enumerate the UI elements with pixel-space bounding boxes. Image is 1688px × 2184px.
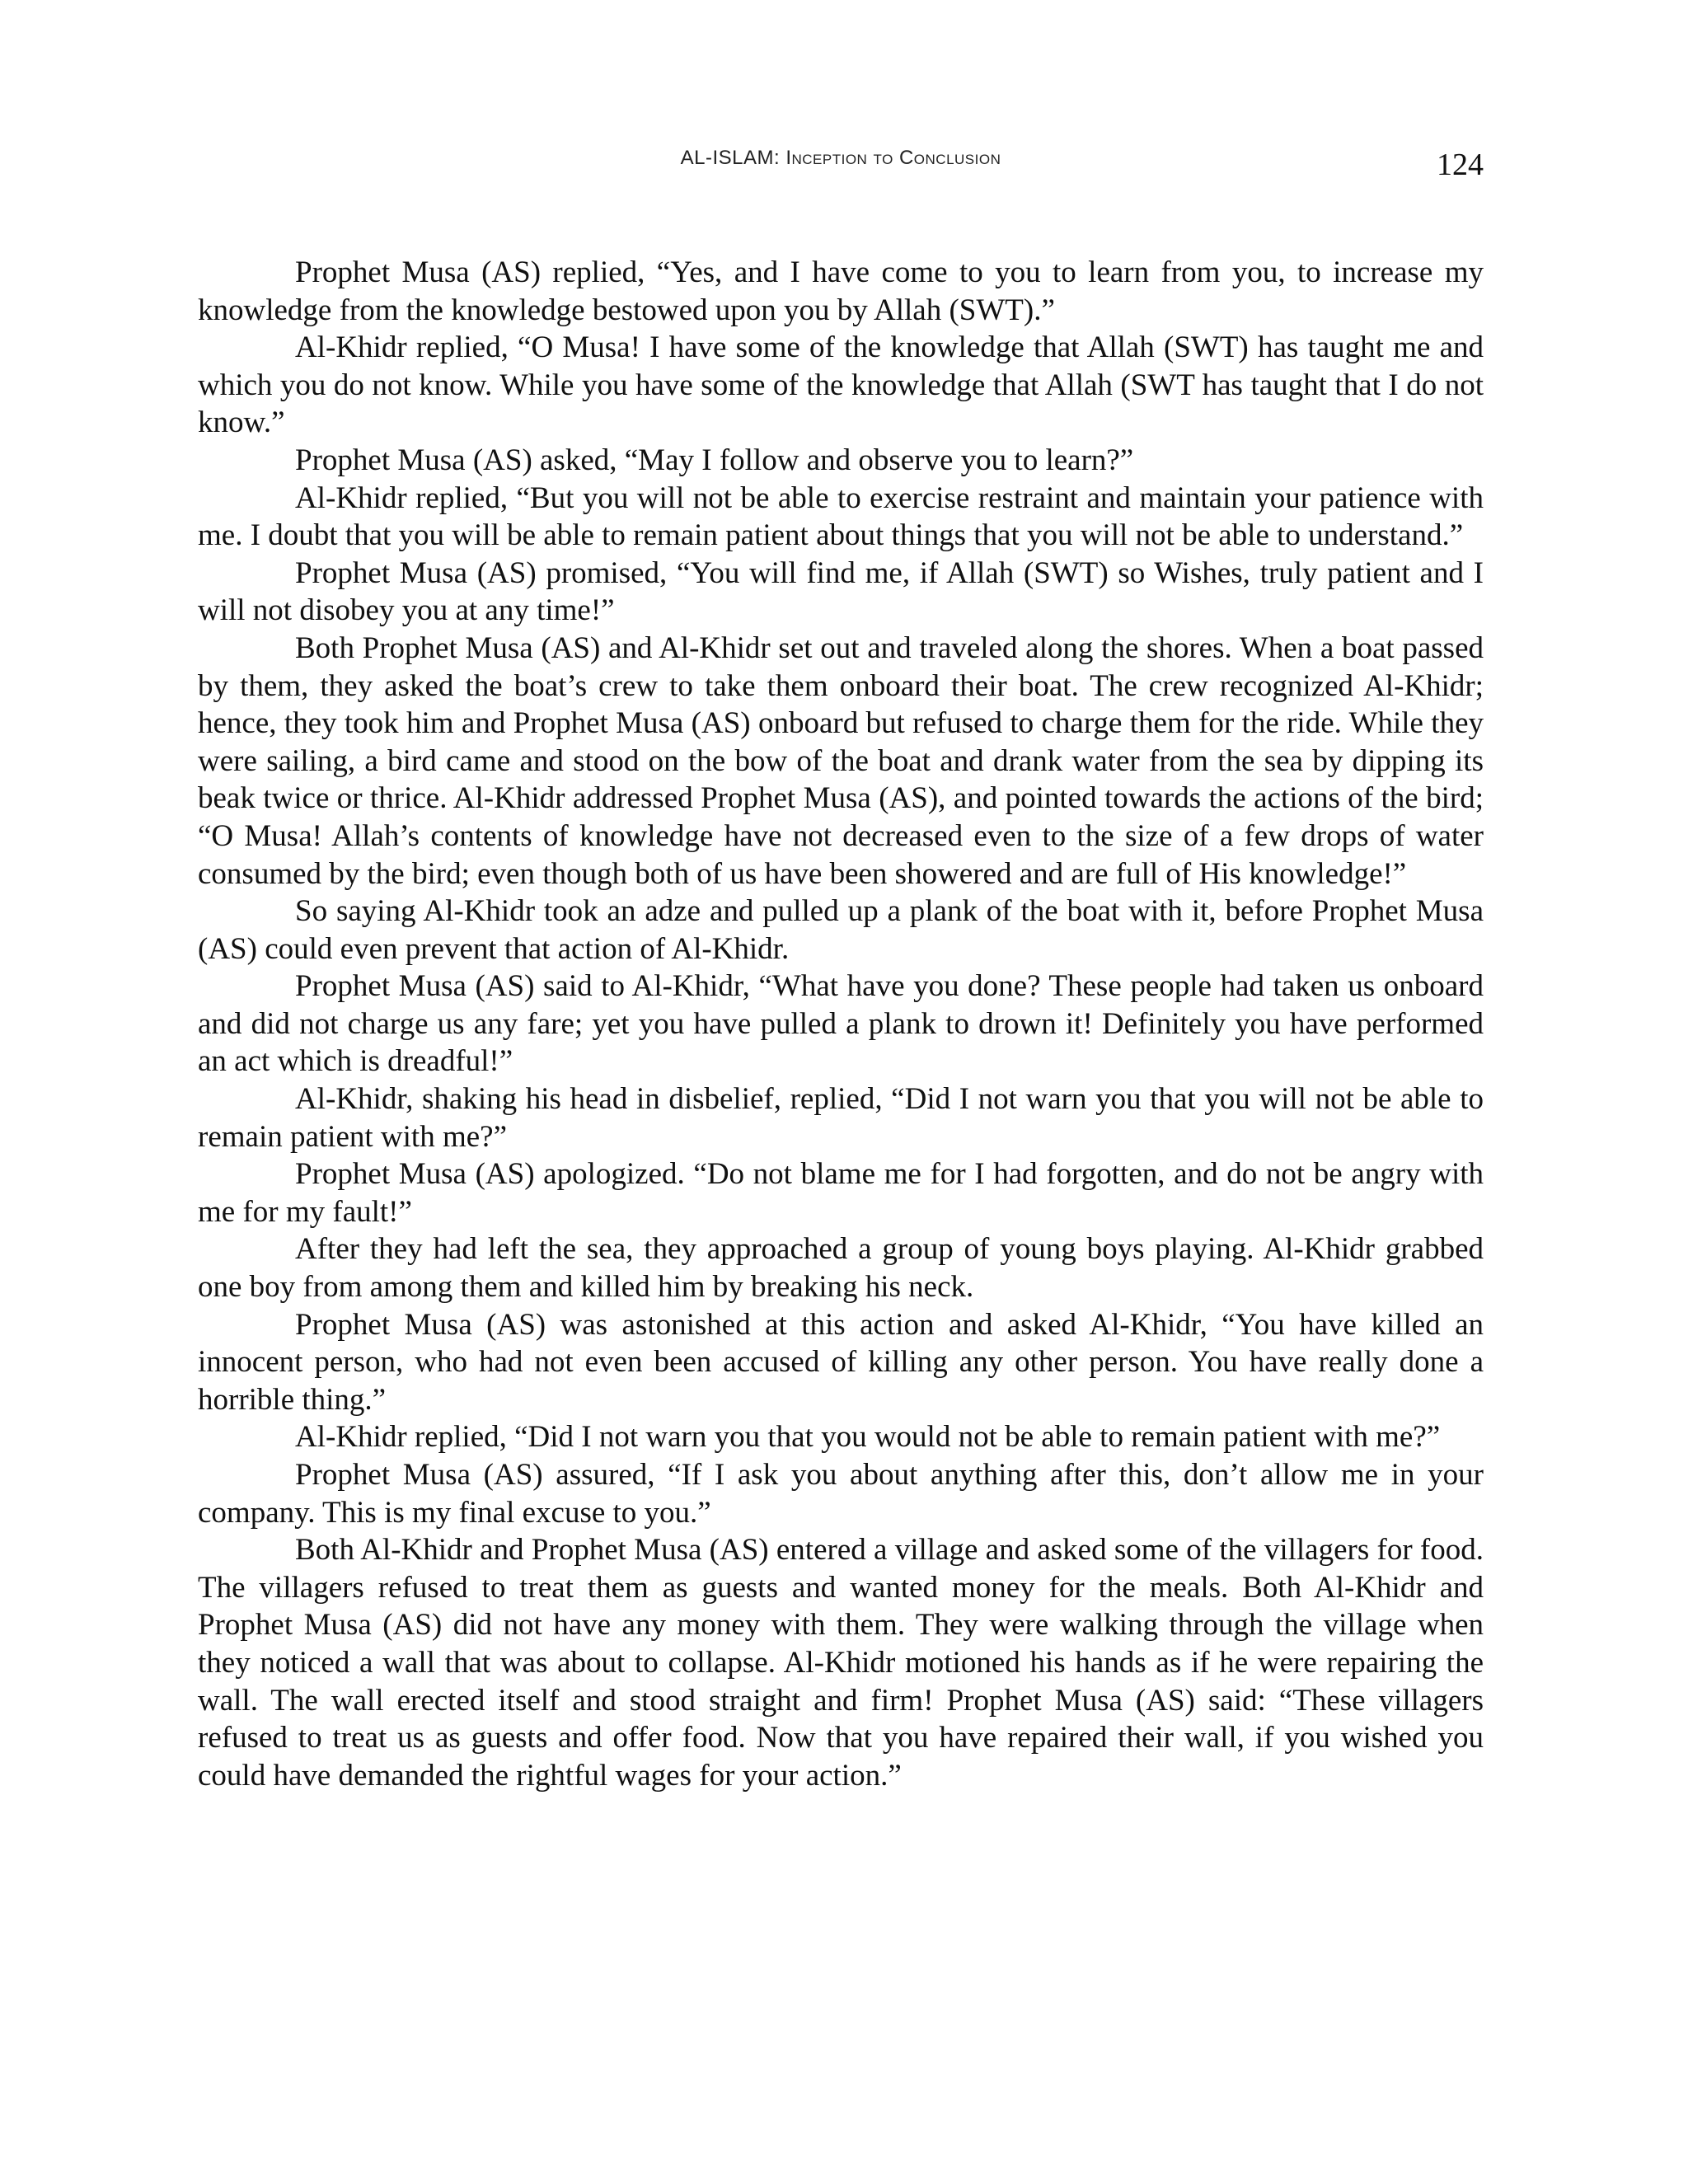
paragraph: After they had left the sea, they approached a group of young boys playing. Al-Khidr grabbed one boy from among them and killed him by breaking his neck. xyxy=(198,1232,1484,1305)
paragraph: Prophet Musa (AS) assured, “If I ask you about anything after this, don’t allow me in your company. This is my final excuse to you.” xyxy=(198,1458,1484,1530)
paragraph: Prophet Musa (AS) replied, “Yes, and I have come to you to learn from you, to increase my knowledge from the knowledge bestowed upon you by Allah (SWT).” xyxy=(198,255,1484,327)
running-header xyxy=(198,147,1484,196)
paragraph: Prophet Musa (AS) promised, “You will find me, if Allah (SWT) so Wishes, truly patient and I will not disobey you at any time!” xyxy=(198,555,1484,628)
paragraph: Al-Khidr, shaking his head in disbelief, replied, “Did I not warn you that you will not be able to remain patient with me?” xyxy=(198,1082,1484,1154)
paragraph: Both Al-Khidr and Prophet Musa (AS) entered a village and asked some of the villagers for food. The villagers refused to treat them as guests and wanted money for the meals. Both Al-Khidr and Prophet Musa (AS) did not have any money with them. They were walking through the village when they noticed a wall that was about to collapse. Al-Khidr motioned his hands as if he were repairing the wall. The wall erected itself and stood straight and firm! Prophet Musa (AS) said: “These villagers refused to treat us as guests and offer food. Now that you have repaired their wall, if you wished you could have demanded the rightful wages for your action.” xyxy=(198,1533,1484,1793)
paragraph: So saying Al-Khidr took an adze and pulled up a plank of the boat with it, before Prophet Musa (AS) could even prevent that action of Al-Khidr. xyxy=(198,894,1484,966)
paragraph: Both Prophet Musa (AS) and Al-Khidr set out and traveled along the shores. When a boat passed by them, they asked the boat’s crew to take them onboard their boat. The crew recognized Al-Khidr; hence, they took him and Prophet Musa (AS) onboard but refused to charge them for the ride. While they were sailing, a bird came and stood on the bow of the boat and drank water from the sea by dipping its beak twice or thrice. Al-Khidr addressed Prophet Musa (AS), and pointed towards the actions of the bird; “O Musa! Allah’s contents of knowledge have not decreased even to the size of a few drops of water consumed by the bird; even though both of us have been showered and are full of His knowledge!” xyxy=(198,630,1484,891)
body-text xyxy=(198,254,1484,1794)
paragraph: Prophet Musa (AS) said to Al-Khidr, “What have you done? These people had taken us onboard and did not charge us any fare; yet you have pulled a plank to drown it! Definitely you have performed an act which is dreadful!” xyxy=(198,969,1484,1079)
paragraph: Al-Khidr replied, “Did I not warn you that you would not be able to remain patient with me?” xyxy=(295,1420,1441,1455)
paragraph: Al-Khidr replied, “But you will not be able to exercise restraint and maintain your patience with me. I doubt that you will be able to remain patient about things that you will not be able to understand.” xyxy=(198,480,1484,553)
paragraph: Prophet Musa (AS) apologized. “Do not blame me for I had forgotten, and do not be angry with me for my fault!” xyxy=(198,1157,1484,1229)
paragraph: Prophet Musa (AS) asked, “May I follow and observe you to learn?” xyxy=(295,443,1134,477)
page-number: 124 xyxy=(1437,148,1484,182)
paragraph: Al-Khidr replied, “O Musa! I have some of the knowledge that Allah (SWT) has taught me and which you do not know. While you have some of the knowledge that Allah (SWT has taught that I do not know.” xyxy=(198,330,1484,440)
book-title: AL-ISLAM: Inception to Conclusion xyxy=(680,147,1001,169)
paragraph: Prophet Musa (AS) was astonished at this action and asked Al-Khidr, “You have killed an innocent person, who had not even been accused of killing any other person. You have really done a horrible thing.” xyxy=(198,1307,1484,1417)
